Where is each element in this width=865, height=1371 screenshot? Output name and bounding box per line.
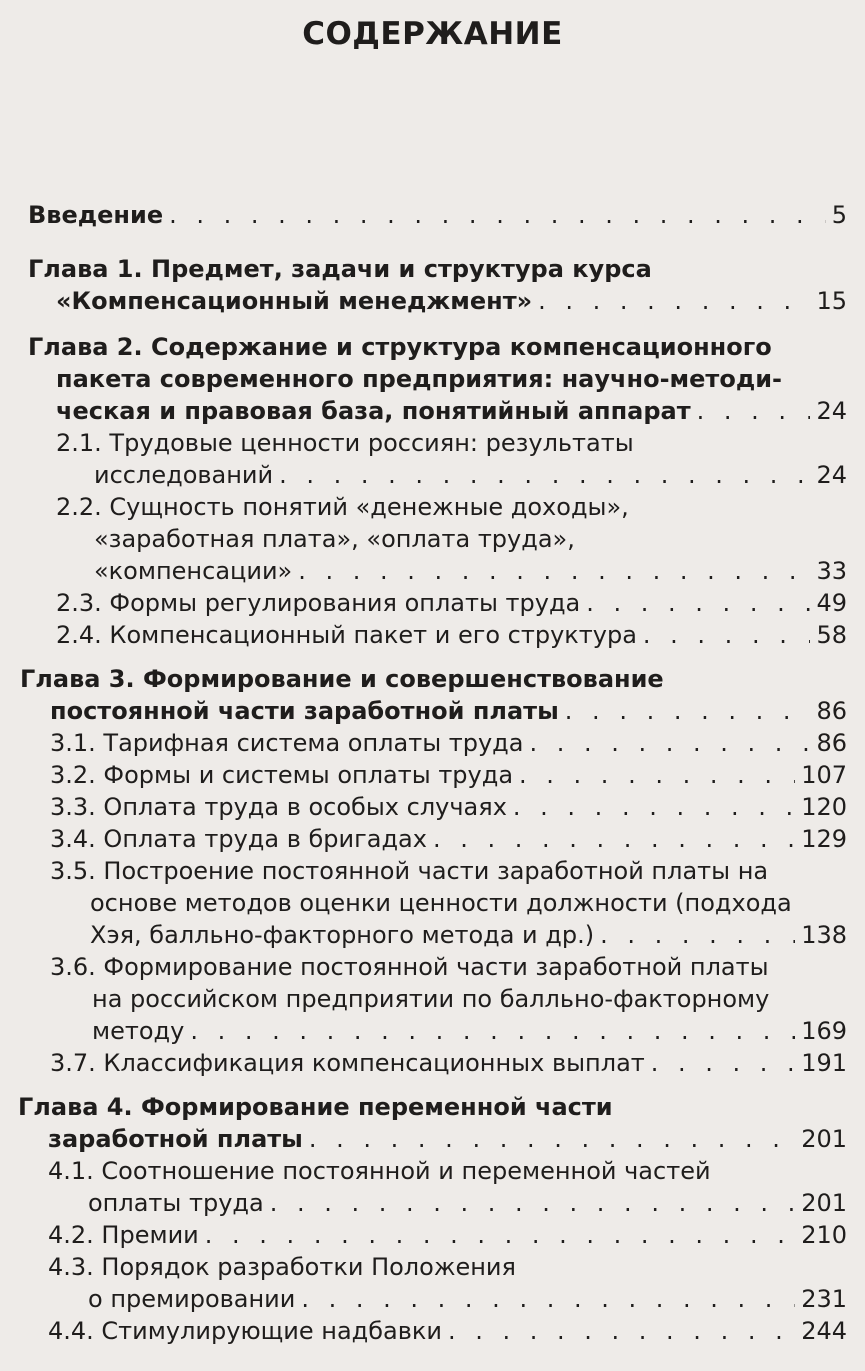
- toc-page-number: 129: [801, 825, 847, 853]
- toc-entry-3-5: [90, 919, 847, 951]
- leader-dots: [586, 587, 810, 619]
- leader-dots: [513, 791, 795, 823]
- toc-entry-chapter-3: [50, 695, 847, 727]
- toc-entry-text: Глава 1. Предмет, задачи и структура курса: [28, 255, 652, 283]
- leader-dots: [301, 1283, 795, 1315]
- toc-entry-chapter-4: [48, 1123, 847, 1155]
- toc-entry-4-1: [88, 1187, 847, 1219]
- toc-entry-text: Глава 2. Содержание и структура компенсационного: [28, 333, 772, 361]
- toc-entry-chapter-2: [28, 331, 847, 363]
- toc-page-number: 58: [816, 621, 847, 649]
- leader-dots: [205, 1219, 795, 1251]
- leader-dots: [270, 1187, 795, 1219]
- leader-dots: [298, 555, 810, 587]
- toc-entry-text: 3.3. Оплата труда в особых случаях: [50, 793, 507, 821]
- toc-entry-text: 4.4. Стимулирующие надбавки: [48, 1317, 442, 1345]
- toc-entry-text: 2.3. Формы регулирования оплаты труда: [56, 589, 581, 617]
- toc-page-number: 210: [801, 1221, 847, 1249]
- toc-entry-chapter-2: [56, 395, 847, 427]
- toc-entry-text: 2.4. Компенсационный пакет и его структура: [56, 621, 637, 649]
- toc-entry-2-2: [56, 491, 847, 523]
- leader-dots: [448, 1315, 795, 1347]
- toc-entry-2-4: [56, 619, 847, 651]
- toc-entry-text: 3.2. Формы и системы оплаты труда: [50, 761, 514, 789]
- toc-entry-chapter-1: [56, 285, 847, 317]
- toc-entry-2-3: [56, 587, 847, 619]
- toc-entry-text: 3.6. Формирование постоянной части заработной платы: [50, 953, 769, 981]
- toc-entry-3-2: [50, 759, 847, 791]
- toc-page-number: 24: [816, 461, 847, 489]
- toc-page-number: 86: [816, 729, 847, 757]
- toc-entry-text: оплаты труда: [88, 1189, 264, 1217]
- toc-entry-text: «заработная плата», «оплата труда»,: [94, 525, 575, 553]
- toc-entry-2-1: [56, 427, 847, 459]
- toc-entry-text: 3.5. Построение постоянной части заработной платы на: [50, 857, 769, 885]
- leader-dots: [529, 727, 810, 759]
- toc-entry-text: Глава 4. Формирование переменной части: [18, 1093, 613, 1121]
- toc-page-number: 5: [831, 201, 847, 229]
- leader-dots: [565, 695, 811, 727]
- toc-entry-text: 2.2. Сущность понятий «денежные доходы»,: [56, 493, 629, 521]
- toc-page-number: 24: [816, 397, 847, 425]
- toc-entry-text: пакета современного предприятия: научно-методи-: [56, 365, 782, 393]
- toc-page-number: 169: [801, 1017, 847, 1045]
- leader-dots: [697, 395, 811, 427]
- leader-dots: [538, 285, 810, 317]
- toc-entry-4-2: [48, 1219, 847, 1251]
- toc-entry-4-3: [48, 1251, 847, 1283]
- toc-entry-3-6: [92, 983, 847, 1015]
- toc-entry-chapter-3: [20, 663, 847, 695]
- toc-entry-2-2: [94, 555, 847, 587]
- toc-entry-chapter-4: [18, 1091, 847, 1123]
- toc-entry-3-5: [50, 855, 847, 887]
- toc-entry-text: 3.7. Классификация компенсационных выплат: [50, 1049, 645, 1077]
- toc-entry-text: исследований: [94, 461, 274, 489]
- leader-dots: [651, 1047, 795, 1079]
- toc-entry-text: 2.1. Трудовые ценности россиян: результаты: [56, 429, 634, 457]
- toc-entry-text: «компенсации»: [94, 557, 293, 585]
- toc-entry-text: 4.1. Соотношение постоянной и переменной частей: [48, 1157, 711, 1185]
- toc-entry-3-6: [92, 1015, 847, 1047]
- toc-page-number: 244: [801, 1317, 847, 1345]
- toc-page-number: 33: [816, 557, 847, 585]
- toc-entry-3-6: [50, 951, 847, 983]
- leader-dots: [190, 1015, 795, 1047]
- toc-page-number: 201: [801, 1125, 847, 1153]
- toc-entry-3-1: [50, 727, 847, 759]
- toc-entry-3-5: [90, 887, 847, 919]
- toc-entry-text: Глава 3. Формирование и совершенствование: [20, 665, 664, 693]
- toc-page-number: 138: [801, 921, 847, 949]
- toc-page-number: 191: [801, 1049, 847, 1077]
- toc-title: СОДЕРЖАНИЕ: [302, 16, 563, 52]
- leader-dots: [279, 459, 810, 491]
- toc-page-number: 201: [801, 1189, 847, 1217]
- leader-dots: [643, 619, 811, 651]
- leader-dots: [169, 199, 826, 231]
- toc-entry-text: Введение: [28, 201, 164, 229]
- toc-entry-text: на российском предприятии по балльно-факторному: [92, 985, 770, 1013]
- toc-entry-2-1: [94, 459, 847, 491]
- toc-entry-4-4: [48, 1315, 847, 1347]
- leader-dots: [600, 919, 795, 951]
- toc-entry-3-4: [50, 823, 847, 855]
- toc-entry-text: заработной платы: [48, 1125, 303, 1153]
- toc-page-number: 231: [801, 1285, 847, 1313]
- toc-entry-4-1: [48, 1155, 847, 1187]
- toc-page-number: 15: [816, 287, 847, 315]
- toc-page-number: 49: [816, 589, 847, 617]
- toc-entry-chapter-2: [56, 363, 847, 395]
- toc-page-number: 107: [801, 761, 847, 789]
- leader-dots: [519, 759, 795, 791]
- toc-entry-2-2: [94, 523, 847, 555]
- toc-entry-text: 3.4. Оплата труда в бригадах: [50, 825, 427, 853]
- leader-dots: [309, 1123, 795, 1155]
- toc-entry-text: 4.2. Премии: [48, 1221, 199, 1249]
- toc-entry-text: методу: [92, 1017, 185, 1045]
- toc-entry-text: постоянной части заработной платы: [50, 697, 559, 725]
- toc-entry-chapter-1: [28, 253, 847, 285]
- toc-entry-text: о премировании: [88, 1285, 296, 1313]
- toc-entry-text: ческая и правовая база, понятийный аппарат: [56, 397, 691, 425]
- toc-page-number: 120: [801, 793, 847, 821]
- toc-page-number: 86: [816, 697, 847, 725]
- toc-entry-intro: [28, 199, 847, 231]
- leader-dots: [433, 823, 795, 855]
- toc-entry-text: 4.3. Порядок разработки Положения: [48, 1253, 516, 1281]
- toc-entry-text: Хэя, балльно-факторного метода и др.): [90, 921, 595, 949]
- toc-entry-3-7: [50, 1047, 847, 1079]
- toc-entry-3-3: [50, 791, 847, 823]
- toc-entry-text: основе методов оценки ценности должности (подхода: [90, 889, 792, 917]
- toc-entry-text: «Компенсационный менеджмент»: [56, 287, 533, 315]
- toc-entry-text: 3.1. Тарифная система оплаты труда: [50, 729, 524, 757]
- toc-entry-4-3: [88, 1283, 847, 1315]
